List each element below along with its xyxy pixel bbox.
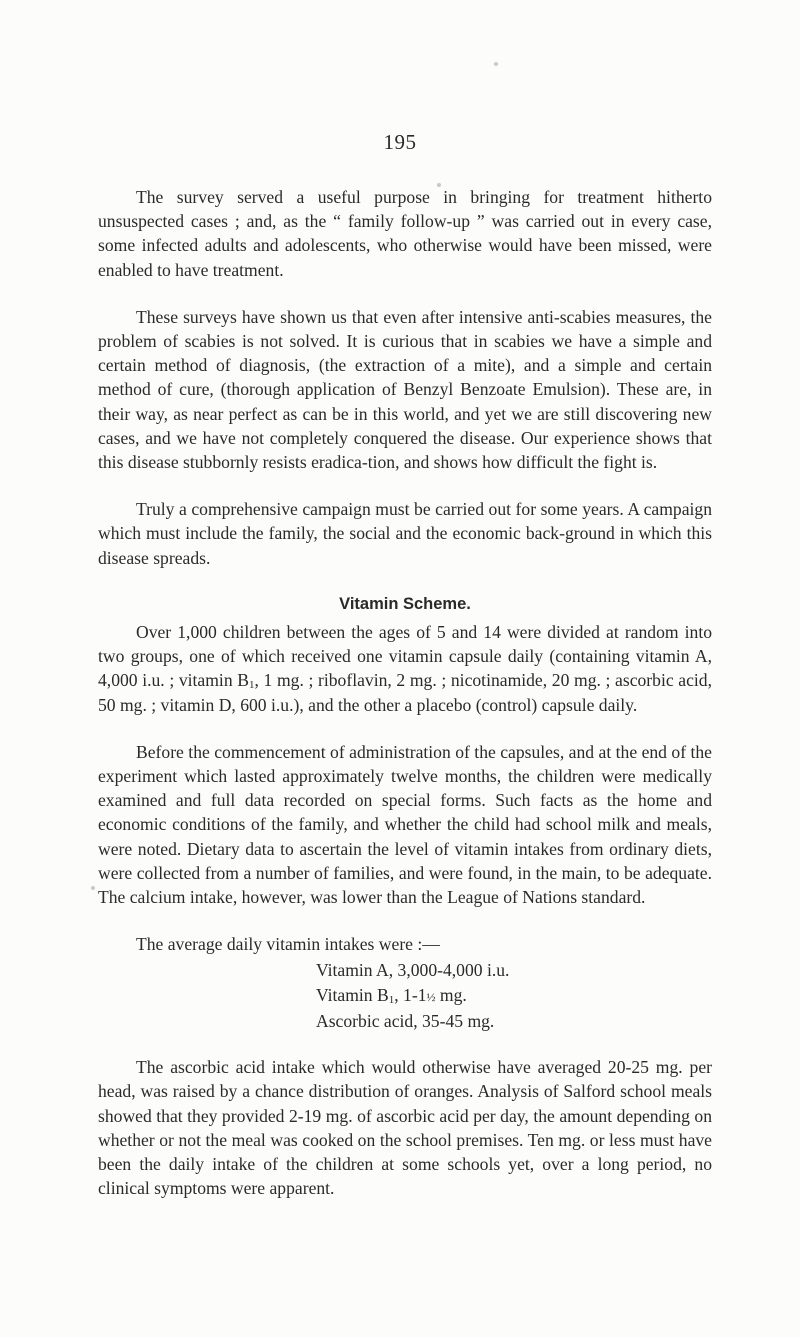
- paragraph-vitamin-groups: [98, 620, 712, 717]
- paragraph-surveys-shown: These surveys have shown us that even after intensive anti-scabies measures, the problem of scabies is not solved. It is curious that in scabies we have a simple and certain method of diagnosis, (the extraction of a mite), and a simple and certain method of cure, (thorough application of Benzyl Benzoate Emulsion). These are, in their way, as near perfect as can be in this world, and yet we are still discovering new cases, and we have not completely conquered the disease. Our experience shows that this disease stubbornly resists eradica-tion, and shows how difficult the fight is.: [98, 306, 712, 473]
- page-body: [98, 185, 712, 1200]
- fraction: ½: [426, 989, 436, 1004]
- text-segment: , 1 mg. ; riboflavin, 2 mg. ; nicotinamide, 20 mg. ; ascorbic acid, 50 mg. ; vitamin D, 600 i.u.), and the other a placebo (control) capsule daily.: [98, 670, 712, 715]
- paragraph-commencement: Before the commencement of administration of the capsules, and at the end of the experiment which lasted approximately twelve months, the children were medically examined and full data recorded on special forms. Such facts as the home and economic conditions of the family, and whether the child had school milk and meals, were noted. Dietary data to ascertain the level of vitamin intakes from ordinary diets, were collected from a number of families, and were found, in the main, to be adequate. The calcium intake, however, was lower than the League of Nations standard.: [98, 741, 712, 908]
- subscript: 1: [249, 679, 255, 692]
- paragraph-average-intakes: The average daily vitamin intakes were :—: [136, 934, 440, 955]
- paragraph-ascorbic-acid: The ascorbic acid intake which would otherwise have averaged 20-25 mg. per head, was raised by a chance distribution of oranges. Analysis of Salford school meals showed that they provided 2-19 mg. of ascorbic acid per day, the amount depending on whether or not the meal was cooked on the school premises. Ten mg. or less must have been the daily intake of the children at some schools yet, over a long period, no clinical symptoms were apparent.: [98, 1057, 712, 1199]
- speck: [437, 183, 441, 187]
- intake-vitamin-b1: [316, 983, 712, 1009]
- subscript: 1: [388, 993, 395, 1006]
- page-number: 195: [383, 130, 417, 154]
- text-segment: Over 1,000 children between the ages of 5 and 14 were divided at random into two groups, one of which received one vitamin capsule daily (containing vitamin A, 4,000 i.u. ; vitamin B: [98, 622, 712, 691]
- speck: [91, 886, 95, 890]
- text-segment: mg.: [435, 984, 467, 1005]
- intake-list: [316, 958, 712, 1033]
- text-segment: , 1-1: [394, 984, 427, 1005]
- paragraph-survey: The survey served a useful purpose in bringing for treatment hitherto unsuspected cases ; and, as the “ family follow-up ” was carried out in every case, some infected adults and adolescents, who otherwise would have been missed, were enabled to have treatment.: [98, 187, 712, 280]
- paragraph-campaign: Truly a comprehensive campaign must be carried out for some years. A campaign which must include the family, the social and the economic back-ground in which this disease spreads.: [98, 499, 712, 568]
- text-segment: Vitamin B: [316, 984, 389, 1005]
- intake-vitamin-a: Vitamin A, 3,000-4,000 i.u.: [316, 960, 510, 981]
- speck: [494, 62, 498, 66]
- intake-ascorbic-acid: Ascorbic acid, 35-45 mg.: [316, 1010, 495, 1031]
- section-heading: Vitamin Scheme.: [339, 594, 471, 613]
